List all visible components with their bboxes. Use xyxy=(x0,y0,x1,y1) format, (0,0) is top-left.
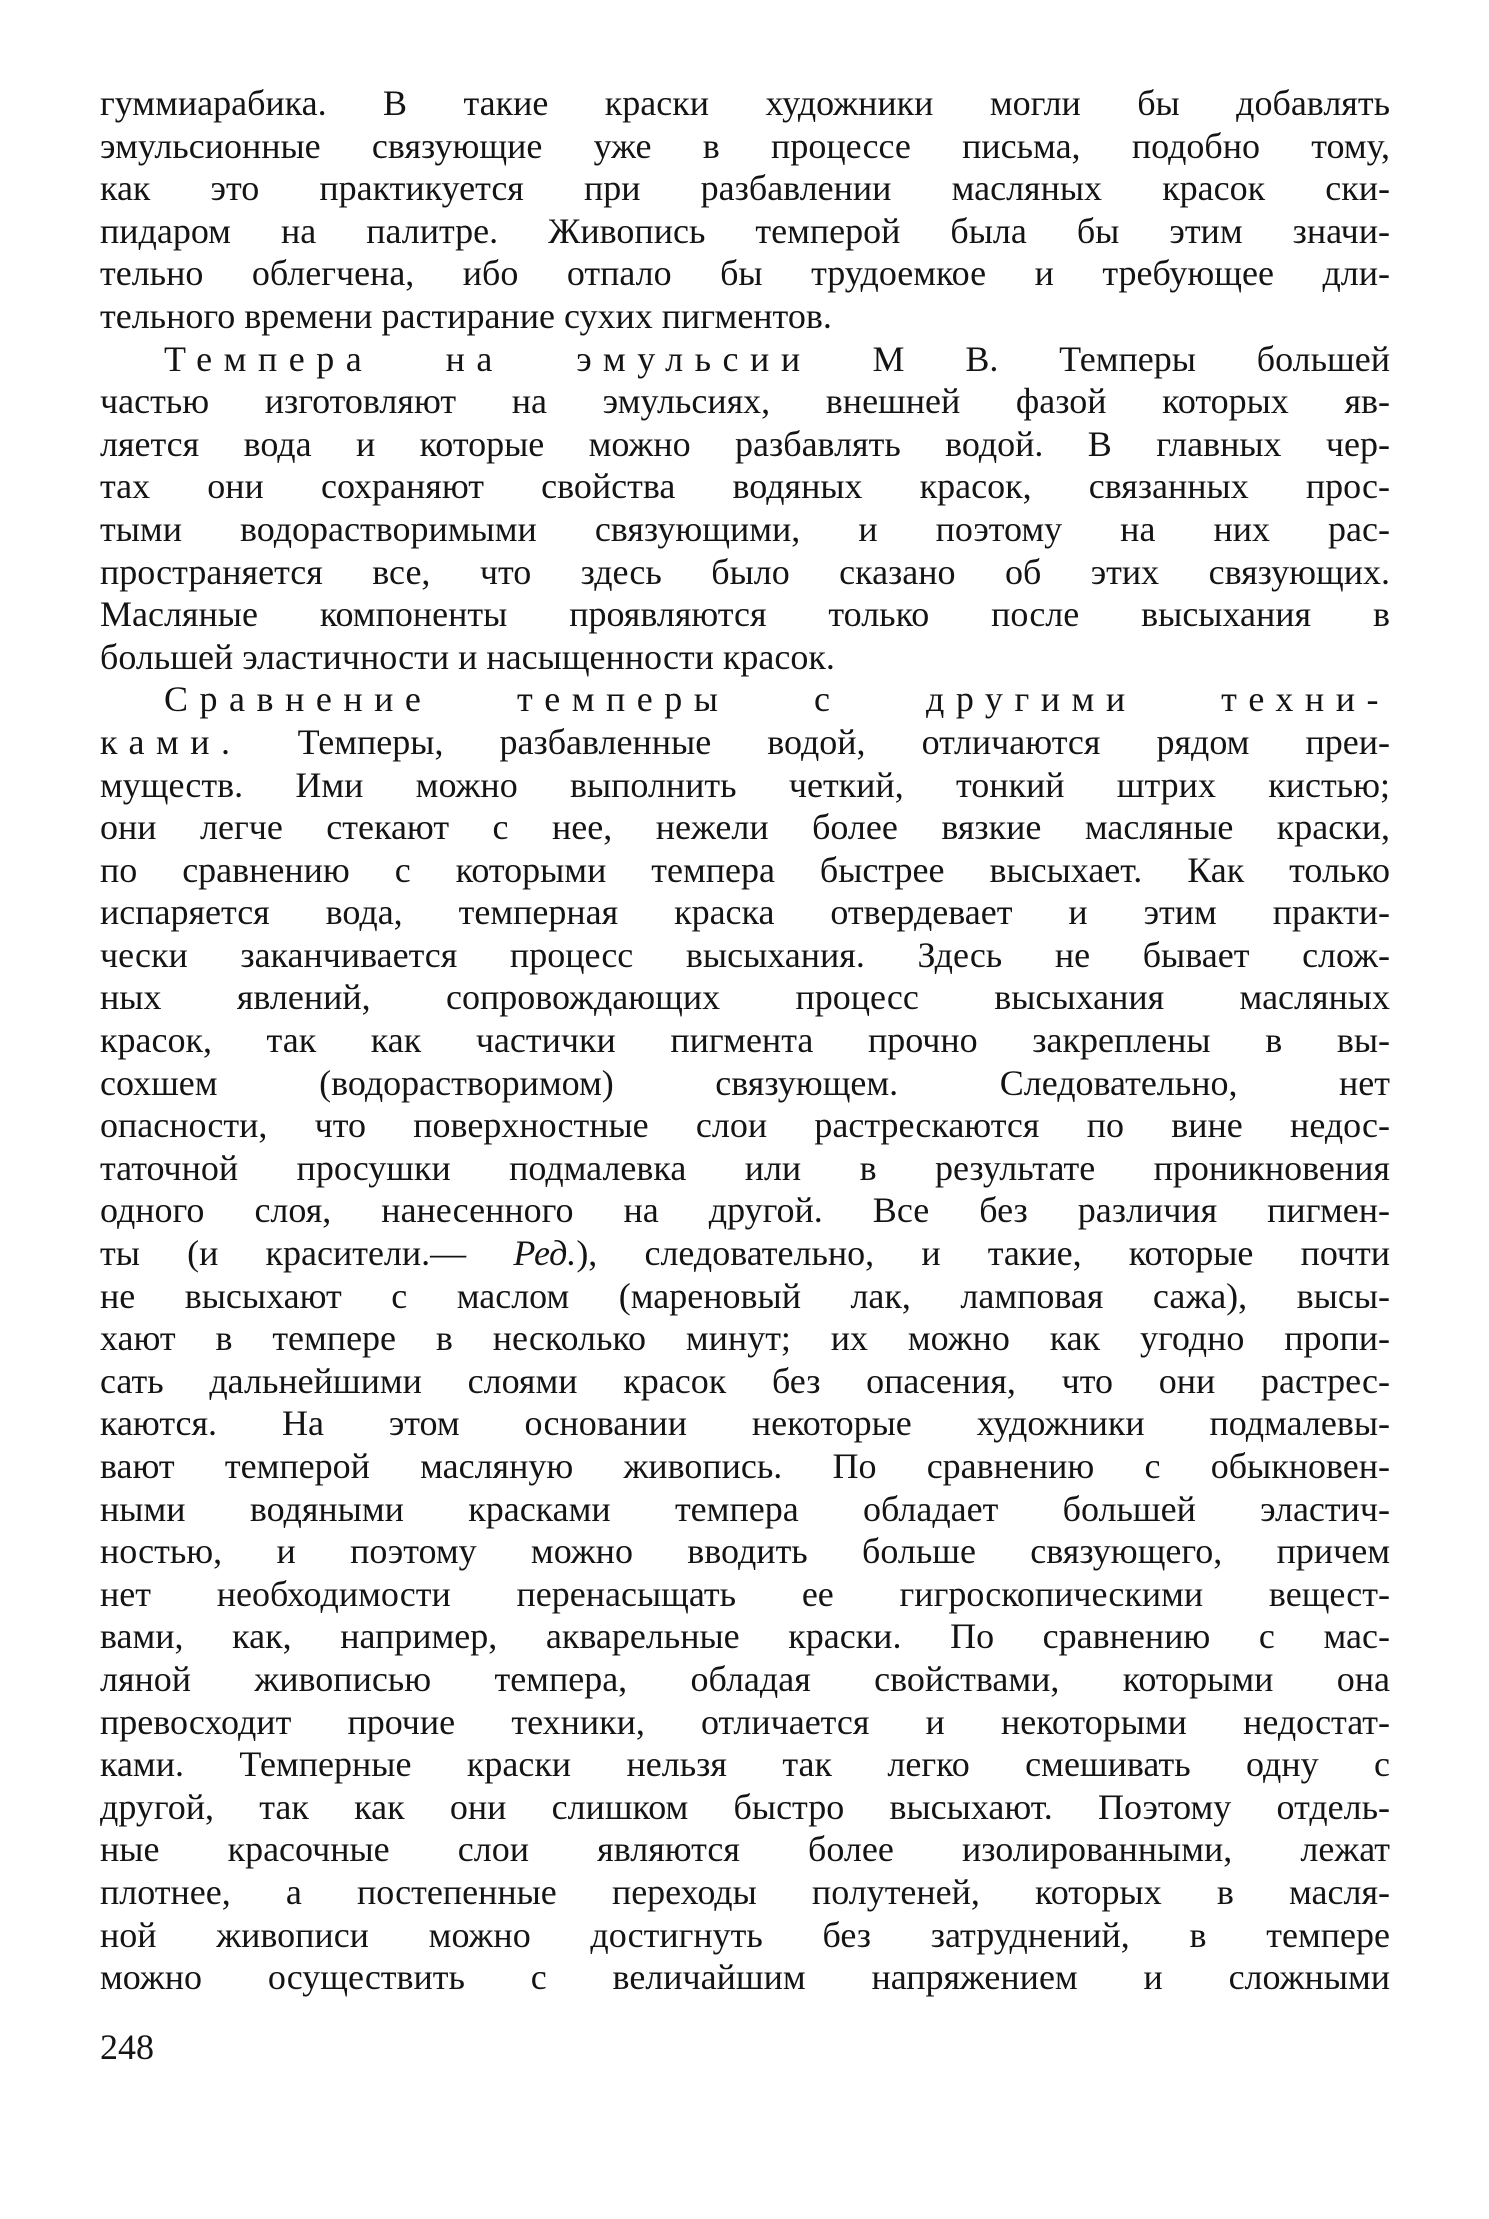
text-line: вают темперой масляную живопись. По сравнению с обыкновен- xyxy=(100,1446,1390,1486)
text-line: вами, как, например, акварельные краски. По сравнению с мас- xyxy=(100,1616,1390,1657)
text-line: таточной просушки подмалевка или в результате проникновения xyxy=(100,1147,1390,1188)
section-heading-comparison: Сравнение темперы с другими техни- xyxy=(164,679,1390,720)
text-line: ными водяными красками темпера обладает большей эластич- xyxy=(100,1488,1390,1529)
text-line: нет необходимости перенасыщать ее гигроскопическими вещест- xyxy=(100,1573,1390,1614)
text-line: испаряется вода, темперная краска отвердевает и этим практи- xyxy=(100,892,1390,933)
text-line: тах они сохраняют свойства водяных красок, связанных прос- xyxy=(100,466,1390,507)
text-line: частью изготовляют на эмульсиях, внешней фазой которых яв- xyxy=(100,381,1390,422)
text-line: ляной живописью темпера, обладая свойствами, которыми она xyxy=(100,1658,1390,1699)
text-line: Масляные компоненты проявляются только после высыхания в xyxy=(100,594,1390,635)
text-line: по сравнению с которыми темпера быстрее высыхает. Как только xyxy=(100,849,1390,890)
text-line: тыми водорастворимыми связующими, и поэтому на них рас- xyxy=(100,508,1390,549)
text-line: превосходит прочие техники, отличается и некоторыми недостат- xyxy=(100,1701,1390,1742)
text-line: большей эластичности и насыщенности красок. xyxy=(100,636,835,677)
text-line: не высыхают с маслом (мареновый лак, ламповая сажа), высы- xyxy=(100,1275,1390,1316)
book-page-text xyxy=(100,82,1390,1999)
text-line: одного слоя, нанесенного на другой. Все без различия пигмен- xyxy=(100,1190,1390,1231)
text-line: чески заканчивается процесс высыхания. Здесь не бывает слож- xyxy=(100,934,1390,975)
text-run: М В. Темперы большей xyxy=(872,338,1390,379)
text-line: ных явлений, сопровождающих процесс высыхания масляных xyxy=(100,977,1390,1018)
text-line: ляется вода и которые можно разбавлять водой. В главных чер- xyxy=(100,423,1390,464)
paragraph-line xyxy=(100,721,1390,764)
text-line: тельного времени растирание сухих пигментов. xyxy=(100,295,832,336)
text-line: сать дальнейшими слоями красок без опасения, что они растрес- xyxy=(100,1360,1390,1401)
paragraph-start-line xyxy=(100,338,1390,381)
text-line: сохшем (водорастворимом) связующем. Следовательно, нет xyxy=(100,1062,1390,1103)
text-line: красок, так как частички пигмента прочно закреплены в вы- xyxy=(100,1020,1390,1061)
text-line: другой, так как они слишком быстро высыхают. Поэтому отдель- xyxy=(100,1786,1390,1827)
section-heading-emulsion: Темпера на эмульсии xyxy=(164,338,812,379)
text-line: опасности, что поверхностные слои растрескаются по вине недос- xyxy=(100,1105,1390,1146)
editor-note: Ред. xyxy=(513,1233,577,1274)
text-line: как это практикуется при разбавлении масляных красок ски- xyxy=(100,168,1390,209)
text-line: ные красочные слои являются более изолированными, лежат xyxy=(100,1829,1390,1870)
text-run: ), следовательно, и такие, которые почти xyxy=(576,1233,1390,1274)
text-line: ностью, и поэтому можно вводить больше связующего, причем xyxy=(100,1531,1390,1572)
text-line: пространяется все, что здесь было сказано об этих связующих. xyxy=(100,551,1390,592)
text-run: ты (и красители.— xyxy=(100,1233,467,1274)
text-line: каются. На этом основании некоторые художники подмалевы- xyxy=(100,1403,1390,1444)
text-run: Темперы, разбавленные водой, отличаются рядом преи- xyxy=(297,721,1390,762)
text-line: плотнее, а постепенные переходы полутеней, которых в масля- xyxy=(100,1871,1390,1912)
text-line: гуммиарабика. В такие краски художники могли бы добавлять xyxy=(100,83,1390,123)
text-line: ками. Темперные краски нельзя так легко смешивать одну с xyxy=(100,1744,1390,1785)
text-line: муществ. Ими можно выполнить четкий, тонкий штрих кистью; xyxy=(100,764,1390,805)
section-heading-comparison-end: ками. xyxy=(100,721,242,762)
text-line: можно осуществить с величайшим напряжением и сложными xyxy=(100,1957,1390,1998)
text-line: они легче стекают с нее, нежели более вязкие масляные краски, xyxy=(100,807,1390,848)
text-line: пидаром на палитре. Живопись темперой была бы этим значи- xyxy=(100,210,1390,251)
text-line: тельно облегчена, ибо отпало бы трудоемкое и требующее дли- xyxy=(100,253,1390,294)
paragraph-line xyxy=(100,1232,1390,1275)
text-line: ной живописи можно достигнуть без затруднений, в темпере xyxy=(100,1914,1390,1955)
text-line: эмульсионные связующие уже в процессе письма, подобно тому, xyxy=(100,125,1390,166)
page-number: 248 xyxy=(100,2027,154,2067)
text-line: хают в темпере в несколько минут; их можно как угодно пропи- xyxy=(100,1318,1390,1359)
